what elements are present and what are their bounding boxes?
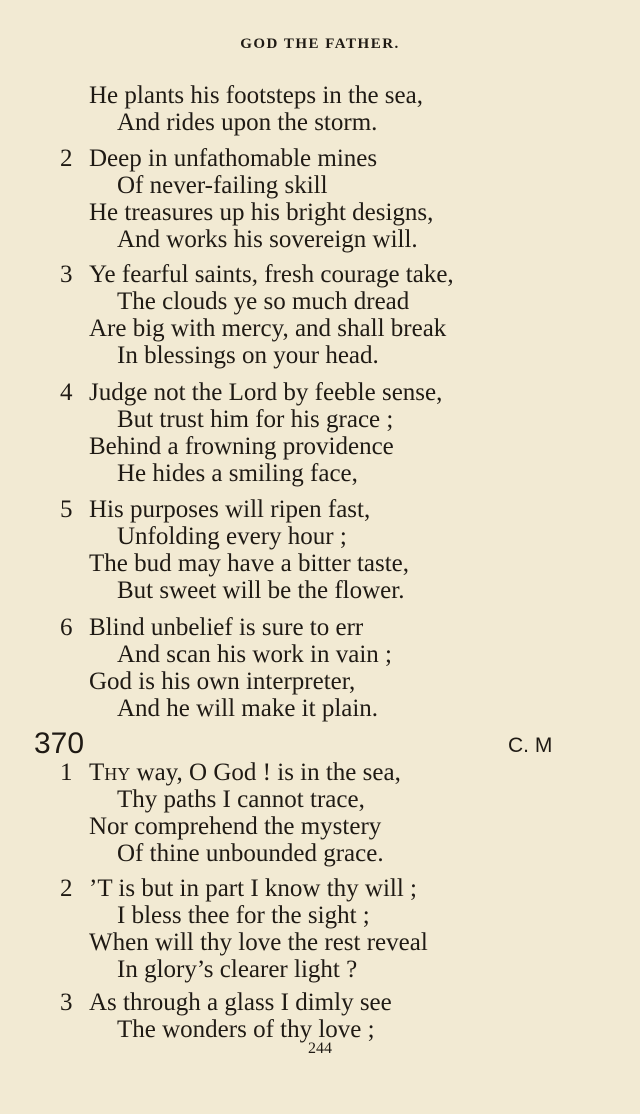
verse-line: The wonders of thy love ; (117, 1016, 375, 1043)
verse-line: And scan his work in vain ; (117, 641, 392, 668)
verse-line: And works his sovereign will. (117, 226, 418, 253)
verse-line: Unfolding every hour ; (117, 523, 347, 550)
verse-line: His purposes will ripen fast, (89, 496, 371, 523)
verse-line: In blessings on your head. (117, 342, 379, 369)
verse-line: Behind a frowning providence (89, 433, 394, 460)
hymn-meter: C. M (508, 734, 553, 757)
verse-line: He plants his footsteps in the sea, (89, 82, 423, 109)
verse-line: Judge not the Lord by feeble sense, (89, 379, 443, 406)
verse-line: As through a glass I dimly see (89, 989, 392, 1016)
verse-line (89, 759, 401, 786)
verse-line: When will thy love the rest reveal (89, 929, 428, 956)
verse-line: I bless thee for the sight ; (117, 902, 370, 929)
verse-line: Of thine unbounded grace. (117, 840, 384, 867)
verse-line: And he will make it plain. (117, 695, 379, 722)
verse-line: He treasures up his bright designs, (89, 199, 434, 226)
verse-line: Nor comprehend the mystery (89, 813, 382, 840)
stanza-number: 1 (60, 759, 73, 786)
stanza-number: 4 (60, 379, 73, 406)
verse-line: God is his own interpreter, (89, 668, 356, 695)
verse-line-rest: way, O God ! is in the sea, (130, 759, 401, 786)
stanza-number: 2 (60, 875, 73, 902)
verse-line: Ye fearful saints, fresh courage take, (89, 261, 454, 288)
stanza-number: 5 (60, 496, 73, 523)
verse-line: The clouds ye so much dread (117, 288, 410, 315)
verse-line: In glory’s clearer light ? (117, 956, 358, 983)
stanza-number: 3 (60, 261, 73, 288)
stanza-number: 2 (60, 145, 73, 172)
verse-line: ’T is but in part I know thy will ; (89, 875, 417, 902)
verse-line: Are big with mercy, and shall break (89, 315, 447, 342)
verse-line: He hides a smiling face, (117, 460, 358, 487)
running-header: GOD THE FATHER. (240, 36, 400, 52)
verse-line: Of never-failing skill (117, 172, 328, 199)
verse-line: And rides upon the storm. (117, 109, 378, 136)
first-word: Thy (89, 759, 131, 786)
verse-line: Blind unbelief is sure to err (89, 614, 364, 641)
verse-line: Deep in unfathomable mines (89, 145, 378, 172)
verse-line: But trust him for his grace ; (117, 406, 394, 433)
verse-line: But sweet will be the flower. (117, 577, 405, 604)
stanza-number: 6 (60, 614, 73, 641)
verse-line: Thy paths I cannot trace, (117, 786, 365, 813)
stanza-number: 3 (60, 989, 73, 1016)
verse-line: The bud may have a bitter taste, (89, 550, 410, 577)
page-number: 244 (308, 1040, 332, 1057)
hymn-number: 370 (34, 727, 85, 760)
